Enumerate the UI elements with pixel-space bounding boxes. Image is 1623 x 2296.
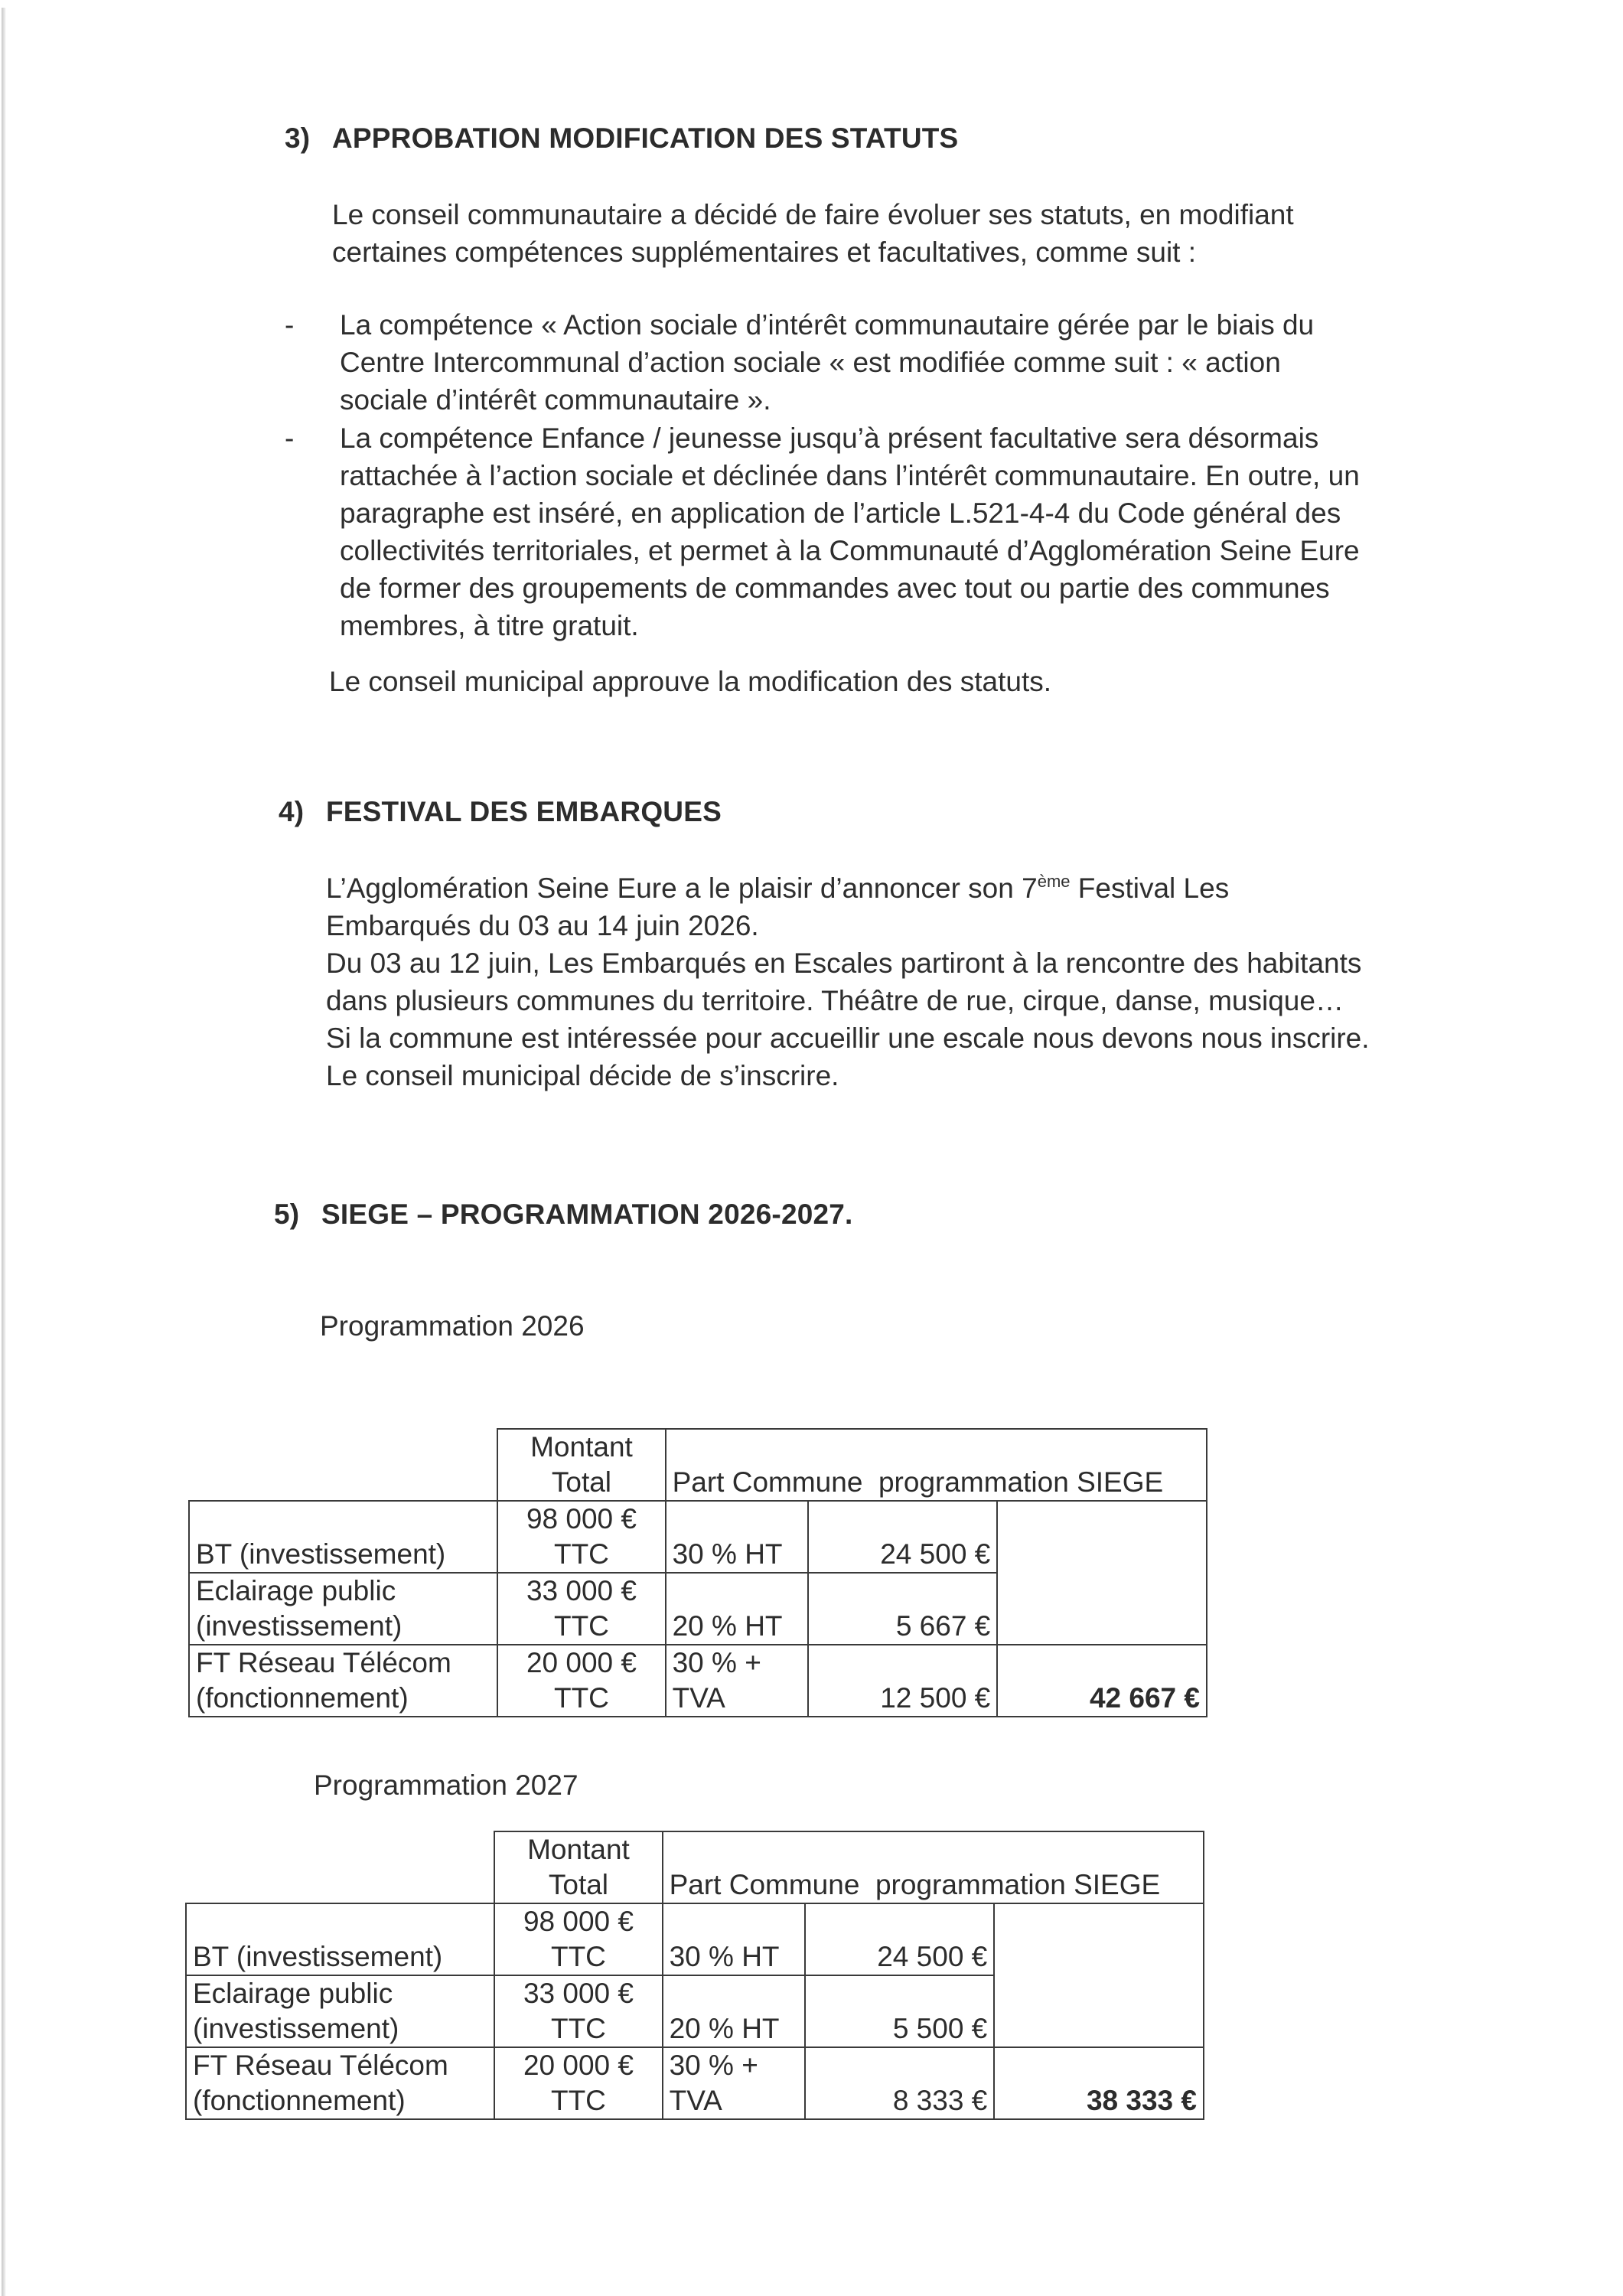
row-taux <box>666 1573 808 1645</box>
taux-line: TVA <box>669 2085 722 2116</box>
bullet-line: La compétence « Action sociale d’intérêt communautaire gérée par le biais du <box>340 309 1315 341</box>
label-line <box>193 1904 487 1939</box>
section-4-heading <box>279 796 722 828</box>
montant-line: TTC <box>553 1538 609 1570</box>
label-line <box>196 1502 490 1537</box>
section-5-title: SIEGE – PROGRAMMATION 2026-2027. <box>321 1199 853 1230</box>
total-empty-cell <box>997 1501 1207 1645</box>
row-part: 8 333 € <box>805 2047 995 2119</box>
label-line: (investissement) <box>196 1610 402 1642</box>
table-header-row <box>189 1429 1207 1501</box>
section-4-title: FESTIVAL DES EMBARQUES <box>326 796 722 827</box>
row-part: 12 500 € <box>808 1645 998 1717</box>
header-montant-total <box>497 1429 665 1501</box>
bullet-dash: - <box>285 422 295 454</box>
header-part-commune: Part Commune programmation SIEGE <box>666 1429 1207 1501</box>
row-part: 5 667 € <box>808 1573 998 1645</box>
row-part: 5 500 € <box>805 1975 995 2047</box>
bullet-line: membres, à titre gratuit. <box>340 610 639 641</box>
table-row <box>186 1903 1204 1975</box>
row-label <box>189 1573 497 1645</box>
montant-line: TTC <box>550 2013 606 2044</box>
row-label <box>186 1975 494 2047</box>
row-montant <box>494 2047 662 2119</box>
body-line: Embarqués du 03 au 14 juin 2026. <box>326 910 759 941</box>
montant-line: 98 000 € <box>526 1503 637 1534</box>
table-row <box>186 2047 1204 2119</box>
label-line: FT Réseau Télécom <box>196 1647 451 1678</box>
label-line: (investissement) <box>193 2013 399 2044</box>
intro-line: Le conseil communautaire a décidé de faire évoluer ses statuts, en modifiant <box>332 199 1294 230</box>
section-4-number: 4) <box>279 796 305 827</box>
table-header-row <box>186 1831 1204 1903</box>
bullet-dash: - <box>285 309 295 341</box>
bullet-item-enfance-jeunesse <box>285 419 1360 644</box>
montant-line: 20 000 € <box>523 2050 634 2081</box>
row-part: 24 500 € <box>808 1501 998 1573</box>
header-total-line: Total <box>548 1869 609 1900</box>
section-3-number: 3) <box>285 122 311 154</box>
table-row <box>189 1645 1207 1717</box>
row-label <box>186 1903 494 1975</box>
header-montant-line: Montant <box>527 1834 630 1865</box>
header-total-line: Total <box>551 1466 612 1498</box>
festival-announce-line <box>326 869 1370 907</box>
montant-line: 33 000 € <box>523 1978 634 2009</box>
header-empty-cell <box>189 1429 497 1501</box>
row-montant <box>494 1903 662 1975</box>
section-5-heading <box>274 1199 853 1231</box>
label-line: (fonctionnement) <box>196 1682 409 1714</box>
row-montant <box>494 1975 662 2047</box>
bullet-line: La compétence Enfance / jeunesse jusqu’à présent facultative sera désormais <box>340 422 1319 454</box>
label-line: FT Réseau Télécom <box>193 2050 448 2081</box>
label-line: Eclairage public <box>196 1575 396 1606</box>
montant-line: 33 000 € <box>526 1575 637 1606</box>
taux-line: 30 % HT <box>672 1538 783 1570</box>
row-label <box>189 1645 497 1717</box>
montant-line: TTC <box>553 1682 609 1714</box>
header-montant-line: Montant <box>530 1431 633 1463</box>
bullet-line: Centre Intercommunal d’action sociale « est modifiée comme suit : « action <box>340 347 1281 378</box>
taux-line: 20 % HT <box>672 1610 783 1642</box>
montant-line: TTC <box>550 2085 606 2116</box>
label-line: Eclairage public <box>193 1978 393 2009</box>
montant-line: TTC <box>550 1941 606 1972</box>
body-line: dans plusieurs communes du territoire. Théâtre de rue, cirque, danse, musique… <box>326 985 1344 1016</box>
bullet-line: paragraphe est inséré, en application de l’article L.521-4-4 du Code général des <box>340 497 1341 529</box>
taux-line: 20 % HT <box>669 2013 780 2044</box>
row-label <box>189 1501 497 1573</box>
row-label <box>186 2047 494 2119</box>
taux-line: 30 % + <box>669 2050 758 2081</box>
label-line: (fonctionnement) <box>193 2085 406 2116</box>
section-3-conclusion <box>329 663 1051 700</box>
row-montant <box>497 1573 665 1645</box>
body-line: Si la commune est intéressée pour accueillir une escale nous devons nous inscrire. <box>326 1022 1370 1054</box>
section-5-number: 5) <box>274 1199 300 1230</box>
taux-line: 30 % HT <box>669 1941 780 1972</box>
table-total: 38 333 € <box>994 2047 1204 2119</box>
label-line: BT (investissement) <box>196 1538 446 1570</box>
total-empty-cell <box>994 1903 1204 2047</box>
section-3-intro <box>332 196 1294 271</box>
section-3-title: APPROBATION MODIFICATION DES STATUTS <box>332 122 959 154</box>
header-empty-cell <box>186 1831 494 1903</box>
table-2027-caption: Programmation 2027 <box>314 1769 578 1801</box>
ordinal-superscript: ème <box>1037 872 1071 891</box>
bullet-item-action-sociale <box>285 306 1315 419</box>
section-3-heading <box>285 122 958 155</box>
row-montant <box>497 1645 665 1717</box>
table-total: 42 667 € <box>997 1645 1207 1717</box>
row-taux <box>663 1975 805 2047</box>
row-part: 24 500 € <box>805 1903 995 1975</box>
scan-edge-shadow <box>2 8 6 2296</box>
taux-line: 30 % + <box>672 1647 761 1678</box>
bullet-line: rattachée à l’action sociale et déclinée dans l’intérêt communautaire. En outre, un <box>340 460 1360 491</box>
row-taux <box>666 1501 808 1573</box>
montant-line: 20 000 € <box>526 1647 637 1678</box>
taux-line: TVA <box>672 1682 725 1714</box>
body-line: Le conseil municipal décide de s’inscrire. <box>326 1060 839 1091</box>
montant-line: TTC <box>553 1610 609 1642</box>
header-montant-total <box>494 1831 662 1903</box>
row-taux <box>663 2047 805 2119</box>
montant-line: 98 000 € <box>523 1906 634 1937</box>
table-row <box>189 1501 1207 1573</box>
label-line: BT (investissement) <box>193 1941 443 1972</box>
bullet-line: sociale d’intérêt communautaire ». <box>340 384 771 416</box>
header-part-commune: Part Commune programmation SIEGE <box>663 1831 1204 1903</box>
row-taux <box>663 1903 805 1975</box>
table-2026-caption: Programmation 2026 <box>320 1310 585 1342</box>
table-programmation-2027 <box>185 1831 1204 2120</box>
bullet-line: collectivités territoriales, et permet à la Communauté d’Agglomération Seine Eure <box>340 535 1360 566</box>
intro-line: certaines compétences supplémentaires et facultatives, comme suit : <box>332 236 1197 268</box>
body-line: Du 03 au 12 juin, Les Embarqués en Escales partiront à la rencontre des habitants <box>326 947 1362 979</box>
row-taux <box>666 1645 808 1717</box>
row-montant <box>497 1501 665 1573</box>
announce-text-end: Festival Les <box>1070 872 1230 904</box>
section-4-body <box>326 869 1370 1094</box>
bullet-line: de former des groupements de commandes avec tout ou partie des communes <box>340 572 1330 604</box>
conclusion-line: Le conseil municipal approuve la modification des statuts. <box>329 666 1052 697</box>
announce-text: L’Agglomération Seine Eure a le plaisir d’annoncer son 7 <box>326 872 1038 904</box>
table-programmation-2026 <box>188 1428 1207 1717</box>
